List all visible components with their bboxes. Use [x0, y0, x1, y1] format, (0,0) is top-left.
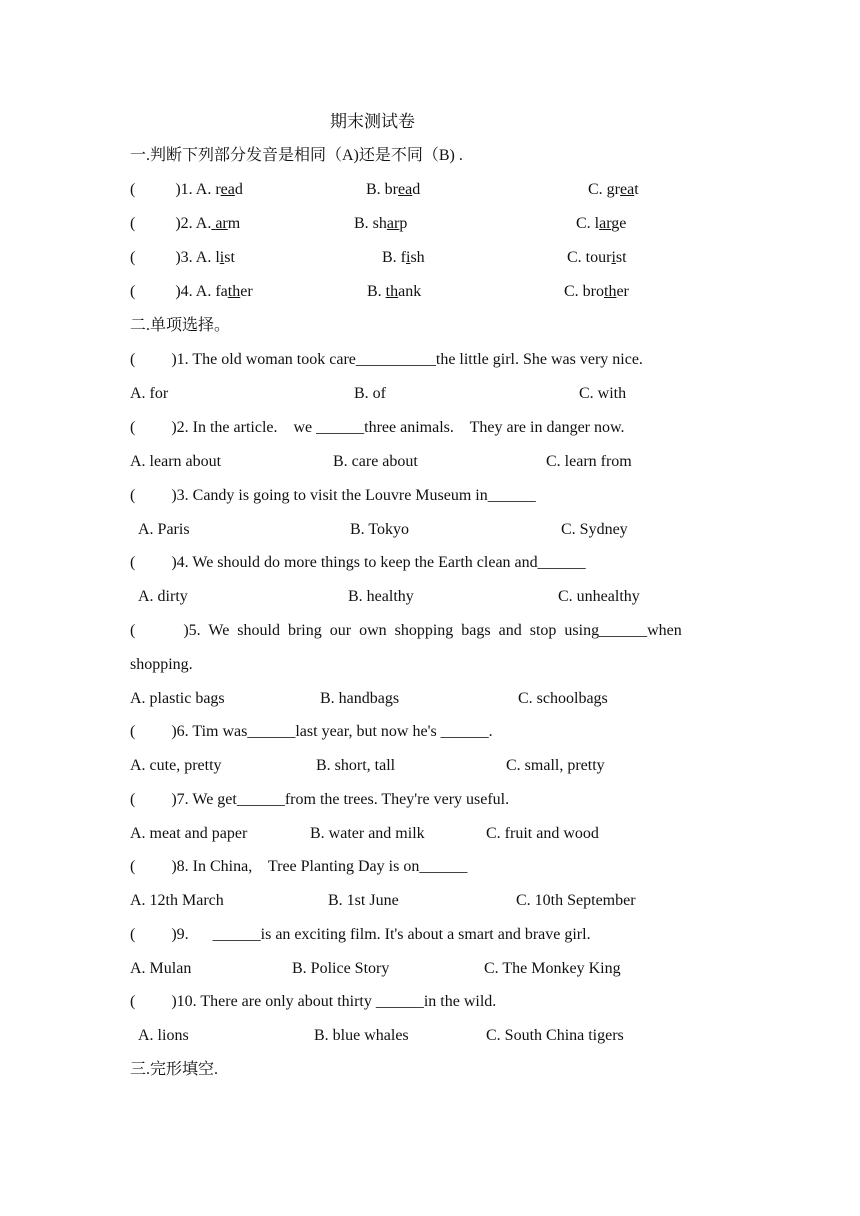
s1-q1-option-c: C. great	[588, 181, 639, 198]
s2-q6-question: ( )6. Tim was______last year, but now he's ______.	[130, 723, 493, 740]
s2-q9-option-a: A. Mulan	[130, 960, 192, 977]
s2-q6-option-c: C. small, pretty	[506, 757, 605, 774]
s2-q3-question: ( )3. Candy is going to visit the Louvre Museum in______	[130, 487, 536, 504]
s1-q1-option-b: B. bread	[366, 181, 421, 198]
s2-q1-option-c: C. with	[579, 385, 627, 402]
s2-q1-option-a: A. for	[130, 385, 169, 402]
s1-q4-number: ( )4. A. father	[130, 283, 253, 300]
s1-q1-number: ( )1. A. read	[130, 181, 243, 198]
s2-q5-option-a: A. plastic bags	[130, 690, 225, 707]
section1-heading: 一.判断下列部分发音是相同（A)还是不同（B) .	[130, 147, 463, 164]
s2-q6-option-b: B. short, tall	[316, 757, 396, 774]
s1-q4-option-b: B. thank	[367, 283, 422, 300]
s2-q9-option-b: B. Police Story	[292, 960, 390, 977]
page-title: 期末测试卷	[330, 112, 415, 131]
s2-q8-option-a: A. 12th March	[130, 892, 224, 909]
section3-heading: 三.完形填空.	[130, 1061, 219, 1078]
s2-q3-option-b: B. Tokyo	[350, 521, 410, 538]
s2-q7-option-c: C. fruit and wood	[486, 825, 599, 842]
s2-q6-option-a: A. cute, pretty	[130, 757, 222, 774]
s2-q4-option-a: A. dirty	[138, 588, 188, 605]
s2-q5-question-cont: shopping.	[130, 656, 193, 673]
s2-q8-option-c: C. 10th September	[516, 892, 636, 909]
s2-q1-option-b: B. of	[354, 385, 386, 402]
s2-q3-option-a: A. Paris	[138, 521, 190, 538]
s2-q4-option-b: B. healthy	[348, 588, 414, 605]
s2-q10-option-b: B. blue whales	[314, 1027, 409, 1044]
s1-q3-option-c: C. tourist	[567, 249, 627, 266]
s2-q2-option-a: A. learn about	[130, 453, 222, 470]
s2-q8-question: ( )8. In China, Tree Planting Day is on______	[130, 858, 468, 875]
s1-q2-option-c: C. large	[576, 215, 627, 232]
s2-q7-option-a: A. meat and paper	[130, 825, 248, 842]
s2-q5-question: ( )5. We should bring our own shopping bags and stop using______when	[130, 622, 682, 639]
s1-q2-number: ( )2. A. arm	[130, 215, 241, 232]
s2-q9-question: ( )9. ______is an exciting film. It's about a smart and brave girl.	[130, 926, 591, 943]
s2-q2-question: ( )2. In the article. we ______three animals. They are in danger now.	[130, 419, 625, 436]
s2-q9-option-c: C. The Monkey King	[484, 960, 621, 977]
s2-q5-option-b: B. handbags	[320, 690, 400, 707]
s2-q7-question: ( )7. We get______from the trees. They're very useful.	[130, 791, 510, 808]
s2-q10-option-c: C. South China tigers	[486, 1027, 624, 1044]
s1-q2-option-b: B. sharp	[354, 215, 408, 232]
s2-q2-option-c: C. learn from	[546, 453, 632, 470]
s2-q10-option-a: A. lions	[138, 1027, 189, 1044]
s2-q5-option-c: C. schoolbags	[518, 690, 608, 707]
s2-q10-question: ( )10. There are only about thirty ______in the wild.	[130, 993, 497, 1010]
s1-q3-option-b: B. fish	[382, 249, 425, 266]
s2-q8-option-b: B. 1st June	[328, 892, 399, 909]
s2-q3-option-c: C. Sydney	[561, 521, 628, 538]
s1-q3-number: ( )3. A. list	[130, 249, 235, 266]
s2-q4-option-c: C. unhealthy	[558, 588, 640, 605]
s2-q4-question: ( )4. We should do more things to keep the Earth clean and______	[130, 554, 586, 571]
s2-q2-option-b: B. care about	[333, 453, 418, 470]
section2-heading: 二.单项选择。	[130, 317, 231, 334]
s1-q4-option-c: C. brother	[564, 283, 629, 300]
s2-q1-question: ( )1. The old woman took care__________the little girl. She was very nice.	[130, 351, 643, 368]
s2-q7-option-b: B. water and milk	[310, 825, 425, 842]
